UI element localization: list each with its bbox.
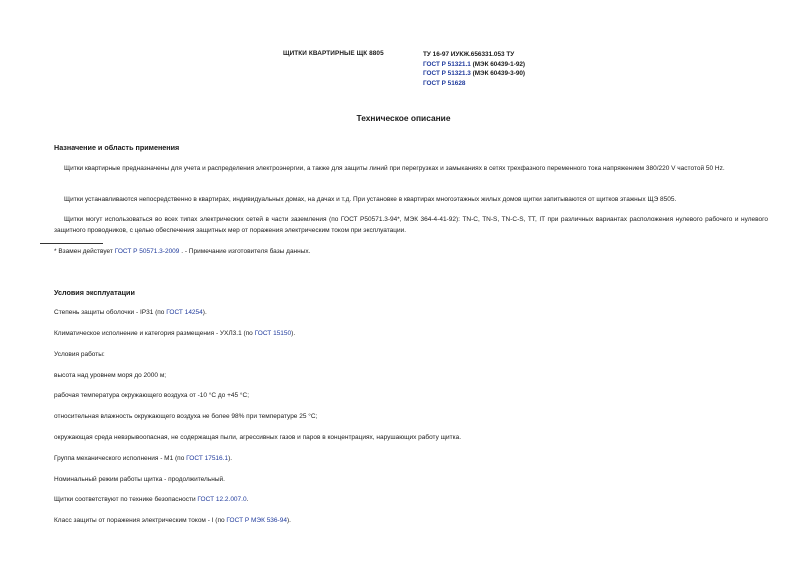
safety-text: Щитки соответствуют по технике безопасности xyxy=(54,496,198,503)
safety-end: . xyxy=(246,496,249,503)
safety-link[interactable]: ГОСТ 12.2.007.0 xyxy=(197,496,247,503)
footnote-prefix: * Взамен действует xyxy=(54,248,115,255)
climate-text: Климатическое исполнение и категория размещения - УХЛ3.1 (по xyxy=(54,330,255,337)
mechanical-text: Группа механического исполнения - М1 (по xyxy=(54,455,187,462)
protection-end: ). xyxy=(202,309,207,316)
protection-degree xyxy=(54,309,207,316)
purpose-paragraph-2: Щитки устанавливаются непосредственно в квартирах, индивидуальных домах, на дачах и т.д. При установке в квартирах многоэтажных жилых домов щитки запитываются от щитков этажных ЩЭ 8505. xyxy=(64,196,677,203)
footnote-divider xyxy=(40,243,103,244)
work-conditions-label: Условия работы: xyxy=(54,351,105,358)
purpose-paragraph-1: Щитки квартирные предназначены для учета и распределения электроэнергии, а также для защиты линий при перегрузках и замыканиях в сетях трехфазного переменного тока напряжением 380/220 V частотой 50 Hz. xyxy=(64,165,725,172)
spec-number: ТУ 16-97 ИУКЖ.656331.053 ТУ xyxy=(423,51,515,58)
footnote-suffix: . - Примечание изготовителя базы данных. xyxy=(179,248,311,255)
standard-note-1: (МЭК 60439-1-92) xyxy=(470,60,526,68)
mechanical-link[interactable]: ГОСТ 17516.1 xyxy=(186,455,229,462)
mechanical-end: ). xyxy=(228,455,233,462)
operating-mode: Номинальный режим работы щитка - продолжительный. xyxy=(54,476,225,483)
shock-class-text: Класс защиты от поражения электрическим током - I (по xyxy=(54,517,227,524)
shock-class-end: ). xyxy=(286,517,291,524)
shock-class-link[interactable]: ГОСТ Р МЭК 536-94 xyxy=(226,517,287,524)
standard-line-3 xyxy=(423,79,525,89)
product-name: ЩИТКИ КВАРТИРНЫЕ ЩК 8805 xyxy=(283,50,384,57)
climate-end: ). xyxy=(291,330,296,337)
safety-compliance xyxy=(54,496,248,503)
purpose-paragraph-3: Щитки могут использоваться во всех типах электрических сетей в части заземления (по ГОСТ Р50571.3-94*, МЭК 364-4-41-92): TN-C, TN-S, TN-C-S, TT, IT при различных вариантах расположения нулевого рабочего и нулевого защитного проводников, с целью обеспечения защитных мер от поражения электрическим током при эксплуатации. xyxy=(54,216,768,234)
protection-link[interactable]: ГОСТ 14254 xyxy=(166,309,203,316)
purpose-heading: Назначение и область применения xyxy=(54,143,180,152)
protection-text: Степень защиты оболочки - IP31 (по xyxy=(54,309,167,316)
standard-line-2 xyxy=(423,69,525,79)
mechanical-group xyxy=(54,455,232,462)
standard-link-1[interactable]: ГОСТ Р 51321.1 xyxy=(423,60,471,68)
altitude-condition: высота над уровнем моря до 2000 м; xyxy=(54,372,167,379)
standard-line-1 xyxy=(423,60,525,70)
footnote-link[interactable]: ГОСТ Р 50571.3-2009 xyxy=(114,248,180,255)
conditions-heading: Условия эксплуатации xyxy=(54,288,135,297)
climate-category xyxy=(54,330,295,337)
standard-link-3[interactable]: ГОСТ Р 51628 xyxy=(423,79,466,87)
temperature-condition: рабочая температура окружающего воздуха от -10 °С до +45 °С; xyxy=(54,392,250,399)
footnote xyxy=(54,248,310,255)
page-title: Техническое описание xyxy=(356,113,451,123)
shock-protection-class xyxy=(54,517,291,524)
standard-link-2[interactable]: ГОСТ Р 51321.3 xyxy=(423,70,471,77)
humidity-condition: относительная влажность окружающего воздуха не более 98% при температуре 25 °С; xyxy=(54,413,318,420)
climate-link[interactable]: ГОСТ 15150 xyxy=(254,330,292,337)
environment-condition: окружающая среда невзрывоопасная, не содержащая пыли, агрессивных газов и паров в концентрациях, нарушающих работу щитка. xyxy=(54,434,462,441)
standard-note-2: (МЭК 60439-3-90) xyxy=(470,70,526,77)
standards-block xyxy=(423,50,525,88)
